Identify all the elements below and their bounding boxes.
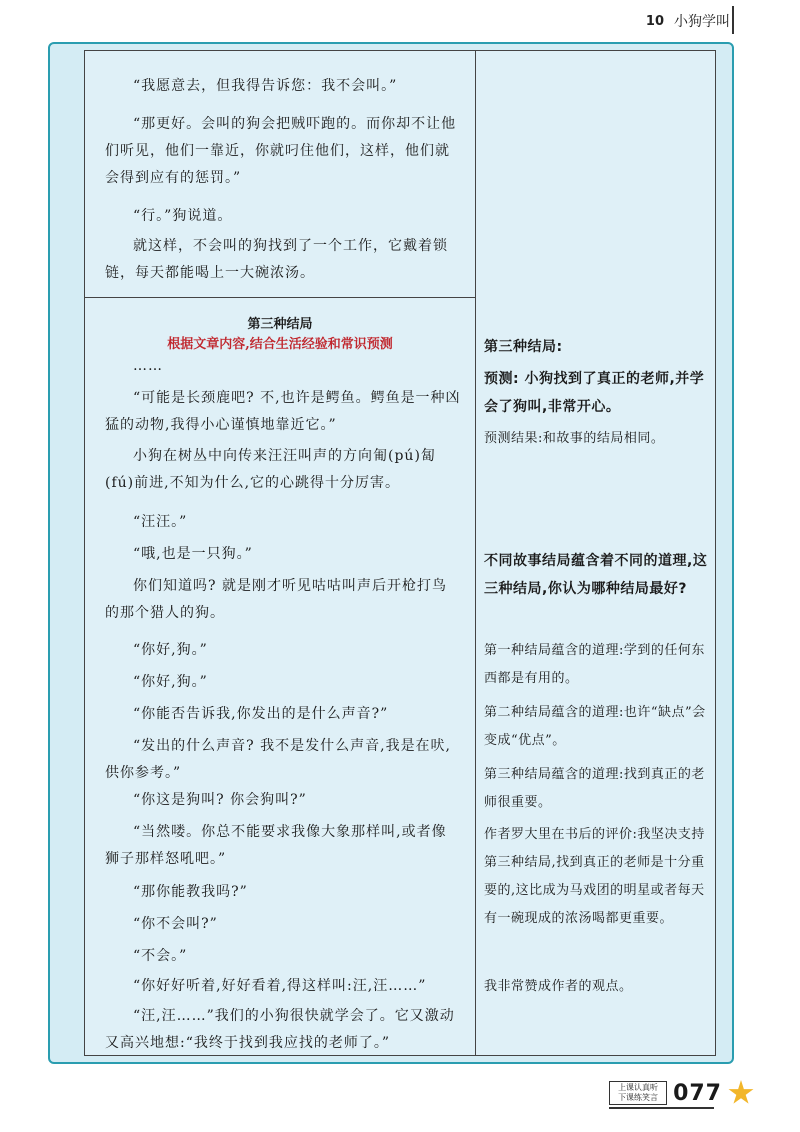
paragraph: “行。”狗说道。 <box>133 208 233 224</box>
lesson-number: 10 <box>645 13 664 29</box>
paragraph: “你不会叫?” <box>133 916 218 932</box>
paragraph: “汪,汪……”我们的小狗很快就学会了。它又激动又高兴地想:“我终于找到我应找的老师了。” <box>105 1008 455 1051</box>
answer-note: 第一种结局蕴含的道理:学到的任何东西都是有用的。 <box>484 643 705 686</box>
result-note: 预测结果:和故事的结局相同。 <box>484 431 665 446</box>
paragraph: 小狗在树丛中向传来汪汪叫声的方向匍(pú)匐(fú)前进,不知为什么,它的心跳得十分厉害。 <box>105 448 436 491</box>
page-number: 077 <box>673 1080 722 1106</box>
row-divider <box>85 297 475 298</box>
paragraph: …… <box>133 358 163 374</box>
paragraph: “不会。” <box>133 948 188 964</box>
star-icon <box>728 1080 754 1106</box>
footer-tag <box>609 1081 667 1105</box>
paragraph: “你能否告诉我,你发出的是什么声音?” <box>133 706 389 722</box>
footer-rule <box>609 1107 714 1109</box>
lesson-title: 小狗学叫 <box>674 14 730 30</box>
header-rule <box>732 6 734 34</box>
section-subtitle: 根据文章内容,结合生活经验和常识预测 <box>167 337 393 352</box>
answer-note: 我非常赞成作者的观点。 <box>484 979 633 994</box>
running-header <box>646 8 730 34</box>
paragraph: “汪汪。” <box>133 514 188 530</box>
paragraph: “发出的什么声音? 我不是发什么声音,我是在吠,供你参考。” <box>105 738 452 781</box>
ending-title: 第三种结局: <box>484 339 563 355</box>
question-note: 不同故事结局蕴含着不同的道理,这三种结局,你认为哪种结局最好? <box>484 553 708 597</box>
paragraph: “你好,狗。” <box>133 674 208 690</box>
prediction-note: 预测: 小狗找到了真正的老师,并学会了狗叫,非常开心。 <box>484 371 705 415</box>
answer-note: 第二种结局蕴含的道理:也许“缺点”会变成“优点”。 <box>484 705 706 748</box>
paragraph: 就这样，不会叫的狗找到了一个工作，它戴着锁链，每天都能喝上一大碗浓汤。 <box>105 238 448 281</box>
paragraph: “我愿意去，但我得告诉您：我不会叫。” <box>133 78 398 94</box>
section-title: 第三种结局 <box>247 317 313 332</box>
paragraph: “那你能教我吗?” <box>133 884 248 900</box>
annotation-table <box>84 50 716 1056</box>
answer-note: 作者罗大里在书后的评价:我坚决支持第三种结局,找到真正的老师是十分重要的,这比成为马戏团的明星或者每天有一碗现成的浓汤喝都更重要。 <box>484 827 705 926</box>
paragraph: “哦,也是一只狗。” <box>133 546 253 562</box>
paragraph: “当然喽。你总不能要求我像大象那样叫,或者像狮子那样怒吼吧。” <box>105 824 447 867</box>
footer-tag-line: 下课练笑言 <box>618 1093 659 1102</box>
paragraph: “可能是长颈鹿吧? 不,也许是鳄鱼。鳄鱼是一种凶猛的动物,我得小心谨慎地靠近它。” <box>105 390 461 433</box>
page-footer <box>609 1080 754 1106</box>
answer-note: 第三种结局蕴含的道理:找到真正的老师很重要。 <box>484 767 705 810</box>
notes-column <box>476 51 715 1055</box>
paragraph: “你好好听着,好好看着,得这样叫:汪,汪……” <box>133 978 427 994</box>
paragraph: “那更好。会叫的狗会把贼吓跑的。而你却不让他们听见，他们一靠近，你就叼住他们，这样，他们就会得到应有的惩罚。” <box>105 116 457 186</box>
footer-tag-line: 上课认真听 <box>618 1083 659 1092</box>
paragraph: 你们知道吗? 就是刚才听见咕咕叫声后开枪打鸟的那个猎人的狗。 <box>105 578 447 621</box>
text-column <box>85 51 476 1055</box>
paragraph: “你这是狗叫? 你会狗叫?” <box>133 792 307 808</box>
paragraph: “你好,狗。” <box>133 642 208 658</box>
